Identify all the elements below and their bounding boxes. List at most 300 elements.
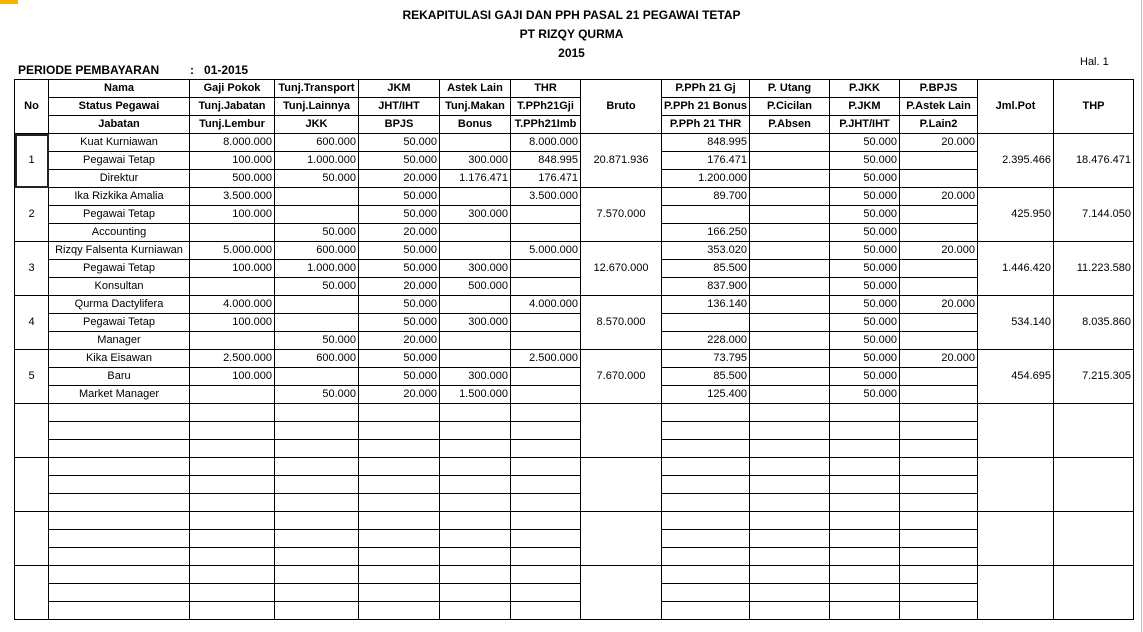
deduction-cell[interactable]: 353.020 bbox=[662, 242, 750, 260]
value-cell[interactable] bbox=[190, 332, 275, 350]
header-cell[interactable]: P. Utang bbox=[750, 80, 830, 98]
deduction-cell[interactable] bbox=[750, 206, 830, 224]
value-cell[interactable] bbox=[440, 134, 511, 152]
deduction-cell[interactable]: 85.500 bbox=[662, 368, 750, 386]
empty-cell[interactable] bbox=[900, 458, 978, 476]
empty-cell[interactable] bbox=[275, 566, 359, 584]
empty-cell[interactable] bbox=[49, 440, 190, 458]
deduction-cell[interactable]: 20.000 bbox=[900, 242, 978, 260]
deduction-cell[interactable]: 20.000 bbox=[900, 188, 978, 206]
header-cell[interactable]: P.Lain2 bbox=[900, 116, 978, 134]
bruto-cell[interactable]: 8.570.000 bbox=[581, 296, 662, 350]
deduction-cell[interactable] bbox=[750, 296, 830, 314]
header-cell[interactable]: Tunj.Makan bbox=[440, 98, 511, 116]
empty-cell[interactable] bbox=[49, 404, 190, 422]
deduction-cell[interactable]: 73.795 bbox=[662, 350, 750, 368]
empty-cell[interactable] bbox=[275, 602, 359, 620]
empty-cell[interactable] bbox=[581, 566, 662, 620]
empty-cell[interactable] bbox=[15, 566, 49, 620]
empty-cell[interactable] bbox=[511, 458, 581, 476]
value-cell[interactable]: 50.000 bbox=[275, 386, 359, 404]
empty-cell[interactable] bbox=[440, 548, 511, 566]
value-cell[interactable]: 50.000 bbox=[275, 332, 359, 350]
jml-pot-cell[interactable]: 534.140 bbox=[978, 296, 1054, 350]
employee-info-cell[interactable]: Manager bbox=[49, 332, 190, 350]
empty-cell[interactable] bbox=[662, 566, 750, 584]
empty-cell[interactable] bbox=[750, 548, 830, 566]
empty-cell[interactable] bbox=[900, 512, 978, 530]
empty-cell[interactable] bbox=[830, 512, 900, 530]
empty-cell[interactable] bbox=[359, 602, 440, 620]
value-cell[interactable]: 20.000 bbox=[359, 170, 440, 188]
empty-cell[interactable] bbox=[49, 494, 190, 512]
header-cell[interactable]: THR bbox=[511, 80, 581, 98]
empty-cell[interactable] bbox=[1054, 566, 1134, 620]
empty-cell[interactable] bbox=[978, 566, 1054, 620]
employee-info-cell[interactable]: Ika Rizkika Amalia bbox=[49, 188, 190, 206]
deduction-cell[interactable] bbox=[900, 278, 978, 296]
empty-cell[interactable] bbox=[190, 512, 275, 530]
value-cell[interactable] bbox=[190, 278, 275, 296]
empty-cell[interactable] bbox=[359, 458, 440, 476]
header-cell[interactable]: P.JKM bbox=[830, 98, 900, 116]
deduction-cell[interactable] bbox=[750, 332, 830, 350]
empty-cell[interactable] bbox=[275, 512, 359, 530]
empty-cell[interactable] bbox=[750, 422, 830, 440]
deduction-cell[interactable]: 89.700 bbox=[662, 188, 750, 206]
deduction-cell[interactable]: 20.000 bbox=[900, 296, 978, 314]
value-cell[interactable] bbox=[511, 278, 581, 296]
value-cell[interactable]: 50.000 bbox=[359, 152, 440, 170]
deduction-cell[interactable]: 20.000 bbox=[900, 350, 978, 368]
value-cell[interactable]: 20.000 bbox=[359, 332, 440, 350]
value-cell[interactable]: 1.000.000 bbox=[275, 260, 359, 278]
header-cell[interactable]: P.PPh 21 Bonus bbox=[662, 98, 750, 116]
value-cell[interactable]: 176.471 bbox=[511, 170, 581, 188]
empty-cell[interactable] bbox=[440, 422, 511, 440]
deduction-cell[interactable] bbox=[900, 386, 978, 404]
deduction-cell[interactable]: 848.995 bbox=[662, 134, 750, 152]
empty-cell[interactable] bbox=[830, 584, 900, 602]
value-cell[interactable]: 50.000 bbox=[359, 368, 440, 386]
deduction-cell[interactable] bbox=[900, 368, 978, 386]
header-cell[interactable]: P.PPh 21 Gj bbox=[662, 80, 750, 98]
value-cell[interactable]: 100.000 bbox=[190, 260, 275, 278]
employee-no[interactable]: 5 bbox=[15, 350, 49, 404]
empty-cell[interactable] bbox=[440, 494, 511, 512]
empty-cell[interactable] bbox=[750, 530, 830, 548]
header-cell[interactable]: P.Absen bbox=[750, 116, 830, 134]
empty-cell[interactable] bbox=[440, 566, 511, 584]
deduction-cell[interactable]: 50.000 bbox=[830, 206, 900, 224]
value-cell[interactable] bbox=[440, 296, 511, 314]
empty-cell[interactable] bbox=[275, 404, 359, 422]
employee-info-cell[interactable]: Pegawai Tetap bbox=[49, 314, 190, 332]
value-cell[interactable]: 50.000 bbox=[359, 260, 440, 278]
empty-cell[interactable] bbox=[15, 512, 49, 566]
value-cell[interactable]: 3.500.000 bbox=[511, 188, 581, 206]
deduction-cell[interactable]: 1.200.000 bbox=[662, 170, 750, 188]
deduction-cell[interactable] bbox=[750, 224, 830, 242]
empty-cell[interactable] bbox=[359, 530, 440, 548]
deduction-cell[interactable]: 85.500 bbox=[662, 260, 750, 278]
value-cell[interactable] bbox=[190, 224, 275, 242]
empty-cell[interactable] bbox=[190, 476, 275, 494]
empty-cell[interactable] bbox=[978, 512, 1054, 566]
empty-cell[interactable] bbox=[511, 440, 581, 458]
deduction-cell[interactable]: 50.000 bbox=[830, 332, 900, 350]
empty-cell[interactable] bbox=[750, 458, 830, 476]
bruto-cell[interactable]: 7.670.000 bbox=[581, 350, 662, 404]
empty-cell[interactable] bbox=[49, 548, 190, 566]
deduction-cell[interactable]: 50.000 bbox=[830, 188, 900, 206]
value-cell[interactable]: 1.000.000 bbox=[275, 152, 359, 170]
empty-cell[interactable] bbox=[440, 602, 511, 620]
deduction-cell[interactable] bbox=[750, 260, 830, 278]
value-cell[interactable] bbox=[275, 188, 359, 206]
header-cell[interactable]: Astek Lain bbox=[440, 80, 511, 98]
header-cell[interactable]: Bonus bbox=[440, 116, 511, 134]
empty-cell[interactable] bbox=[830, 566, 900, 584]
deduction-cell[interactable]: 837.900 bbox=[662, 278, 750, 296]
value-cell[interactable] bbox=[275, 368, 359, 386]
thp-cell[interactable]: 7.144.050 bbox=[1054, 188, 1134, 242]
value-cell[interactable]: 1.500.000 bbox=[440, 386, 511, 404]
empty-cell[interactable] bbox=[830, 440, 900, 458]
empty-cell[interactable] bbox=[49, 602, 190, 620]
deduction-cell[interactable]: 50.000 bbox=[830, 152, 900, 170]
deduction-cell[interactable]: 50.000 bbox=[830, 242, 900, 260]
deduction-cell[interactable] bbox=[900, 260, 978, 278]
empty-cell[interactable] bbox=[190, 602, 275, 620]
empty-cell[interactable] bbox=[662, 512, 750, 530]
deduction-cell[interactable] bbox=[900, 206, 978, 224]
empty-cell[interactable] bbox=[359, 440, 440, 458]
bruto-cell[interactable]: 7.570.000 bbox=[581, 188, 662, 242]
empty-cell[interactable] bbox=[750, 440, 830, 458]
empty-cell[interactable] bbox=[49, 512, 190, 530]
deduction-cell[interactable] bbox=[750, 242, 830, 260]
empty-cell[interactable] bbox=[662, 530, 750, 548]
empty-cell[interactable] bbox=[190, 440, 275, 458]
empty-cell[interactable] bbox=[900, 494, 978, 512]
empty-cell[interactable] bbox=[978, 404, 1054, 458]
deduction-cell[interactable] bbox=[750, 350, 830, 368]
value-cell[interactable]: 50.000 bbox=[359, 350, 440, 368]
value-cell[interactable]: 20.000 bbox=[359, 386, 440, 404]
employee-info-cell[interactable]: Rizqy Falsenta Kurniawan bbox=[49, 242, 190, 260]
deduction-cell[interactable]: 50.000 bbox=[830, 278, 900, 296]
value-cell[interactable]: 100.000 bbox=[190, 206, 275, 224]
jml-pot-cell[interactable]: 1.446.420 bbox=[978, 242, 1054, 296]
value-cell[interactable] bbox=[440, 188, 511, 206]
empty-cell[interactable] bbox=[830, 530, 900, 548]
empty-cell[interactable] bbox=[900, 440, 978, 458]
empty-cell[interactable] bbox=[1054, 458, 1134, 512]
value-cell[interactable]: 50.000 bbox=[359, 296, 440, 314]
header-cell[interactable]: Tunj.Lainnya bbox=[275, 98, 359, 116]
empty-cell[interactable] bbox=[511, 476, 581, 494]
value-cell[interactable]: 600.000 bbox=[275, 134, 359, 152]
employee-info-cell[interactable]: Accounting bbox=[49, 224, 190, 242]
header-cell[interactable]: BPJS bbox=[359, 116, 440, 134]
deduction-cell[interactable]: 166.250 bbox=[662, 224, 750, 242]
empty-cell[interactable] bbox=[190, 584, 275, 602]
value-cell[interactable] bbox=[275, 296, 359, 314]
empty-cell[interactable] bbox=[190, 422, 275, 440]
empty-cell[interactable] bbox=[511, 404, 581, 422]
header-cell[interactable]: Gaji Pokok bbox=[190, 80, 275, 98]
header-cell[interactable]: Tunj.Lembur bbox=[190, 116, 275, 134]
deduction-cell[interactable] bbox=[900, 314, 978, 332]
empty-cell[interactable] bbox=[440, 584, 511, 602]
empty-cell[interactable] bbox=[662, 494, 750, 512]
header-cell[interactable]: JHT/IHT bbox=[359, 98, 440, 116]
jml-pot-cell[interactable]: 454.695 bbox=[978, 350, 1054, 404]
value-cell[interactable] bbox=[511, 260, 581, 278]
empty-cell[interactable] bbox=[359, 548, 440, 566]
deduction-cell[interactable] bbox=[750, 368, 830, 386]
empty-cell[interactable] bbox=[511, 494, 581, 512]
empty-cell[interactable] bbox=[662, 440, 750, 458]
value-cell[interactable]: 4.000.000 bbox=[511, 296, 581, 314]
deduction-cell[interactable]: 50.000 bbox=[830, 386, 900, 404]
header-cell[interactable]: P.PPh 21 THR bbox=[662, 116, 750, 134]
deduction-cell[interactable]: 228.000 bbox=[662, 332, 750, 350]
empty-cell[interactable] bbox=[511, 584, 581, 602]
deduction-cell[interactable]: 176.471 bbox=[662, 152, 750, 170]
value-cell[interactable]: 50.000 bbox=[359, 134, 440, 152]
deduction-cell[interactable] bbox=[750, 152, 830, 170]
value-cell[interactable]: 8.000.000 bbox=[511, 134, 581, 152]
empty-cell[interactable] bbox=[750, 584, 830, 602]
empty-cell[interactable] bbox=[275, 440, 359, 458]
empty-cell[interactable] bbox=[581, 458, 662, 512]
deduction-cell[interactable]: 50.000 bbox=[830, 170, 900, 188]
header-cell[interactable]: P.JKK bbox=[830, 80, 900, 98]
deduction-cell[interactable] bbox=[900, 224, 978, 242]
deduction-cell[interactable] bbox=[750, 386, 830, 404]
value-cell[interactable] bbox=[440, 350, 511, 368]
empty-cell[interactable] bbox=[662, 584, 750, 602]
value-cell[interactable] bbox=[440, 242, 511, 260]
employee-no[interactable]: 2 bbox=[15, 188, 49, 242]
employee-info-cell[interactable]: Pegawai Tetap bbox=[49, 206, 190, 224]
empty-cell[interactable] bbox=[511, 548, 581, 566]
value-cell[interactable]: 50.000 bbox=[359, 188, 440, 206]
value-cell[interactable] bbox=[511, 224, 581, 242]
empty-cell[interactable] bbox=[1054, 512, 1134, 566]
empty-cell[interactable] bbox=[750, 566, 830, 584]
header-cell[interactable]: Tunj.Jabatan bbox=[190, 98, 275, 116]
value-cell[interactable]: 2.500.000 bbox=[190, 350, 275, 368]
employee-info-cell[interactable]: Qurma Dactylifera bbox=[49, 296, 190, 314]
employee-no[interactable]: 4 bbox=[15, 296, 49, 350]
empty-cell[interactable] bbox=[830, 602, 900, 620]
employee-info-cell[interactable]: Konsultan bbox=[49, 278, 190, 296]
value-cell[interactable] bbox=[440, 332, 511, 350]
header-cell[interactable]: T.PPh21Imb bbox=[511, 116, 581, 134]
value-cell[interactable] bbox=[511, 386, 581, 404]
header-cell[interactable]: Nama bbox=[49, 80, 190, 98]
value-cell[interactable]: 100.000 bbox=[190, 368, 275, 386]
value-cell[interactable] bbox=[275, 314, 359, 332]
empty-cell[interactable] bbox=[190, 548, 275, 566]
employee-info-cell[interactable]: Direktur bbox=[49, 170, 190, 188]
empty-cell[interactable] bbox=[49, 584, 190, 602]
employee-no[interactable]: 1 bbox=[15, 134, 49, 188]
empty-cell[interactable] bbox=[662, 548, 750, 566]
value-cell[interactable]: 300.000 bbox=[440, 152, 511, 170]
value-cell[interactable]: 300.000 bbox=[440, 314, 511, 332]
thp-cell[interactable]: 11.223.580 bbox=[1054, 242, 1134, 296]
deduction-cell[interactable]: 50.000 bbox=[830, 350, 900, 368]
empty-cell[interactable] bbox=[49, 566, 190, 584]
deduction-cell[interactable]: 50.000 bbox=[830, 296, 900, 314]
deduction-cell[interactable] bbox=[750, 134, 830, 152]
value-cell[interactable]: 600.000 bbox=[275, 242, 359, 260]
empty-cell[interactable] bbox=[900, 422, 978, 440]
empty-cell[interactable] bbox=[190, 404, 275, 422]
empty-cell[interactable] bbox=[662, 602, 750, 620]
empty-cell[interactable] bbox=[830, 404, 900, 422]
empty-cell[interactable] bbox=[830, 422, 900, 440]
jml-pot-cell[interactable]: 2.395.466 bbox=[978, 134, 1054, 188]
empty-cell[interactable] bbox=[900, 404, 978, 422]
deduction-cell[interactable]: 136.140 bbox=[662, 296, 750, 314]
deduction-cell[interactable] bbox=[662, 314, 750, 332]
empty-cell[interactable] bbox=[978, 458, 1054, 512]
empty-cell[interactable] bbox=[750, 494, 830, 512]
value-cell[interactable]: 100.000 bbox=[190, 152, 275, 170]
value-cell[interactable]: 600.000 bbox=[275, 350, 359, 368]
deduction-cell[interactable]: 50.000 bbox=[830, 224, 900, 242]
empty-cell[interactable] bbox=[440, 512, 511, 530]
value-cell[interactable]: 50.000 bbox=[359, 206, 440, 224]
empty-cell[interactable] bbox=[275, 458, 359, 476]
deduction-cell[interactable] bbox=[662, 206, 750, 224]
empty-cell[interactable] bbox=[359, 404, 440, 422]
empty-cell[interactable] bbox=[359, 584, 440, 602]
value-cell[interactable]: 300.000 bbox=[440, 206, 511, 224]
empty-cell[interactable] bbox=[830, 458, 900, 476]
value-cell[interactable]: 50.000 bbox=[359, 314, 440, 332]
empty-cell[interactable] bbox=[750, 602, 830, 620]
value-cell[interactable] bbox=[511, 206, 581, 224]
header-cell[interactable]: JKK bbox=[275, 116, 359, 134]
empty-cell[interactable] bbox=[511, 602, 581, 620]
deduction-cell[interactable] bbox=[900, 170, 978, 188]
thp-cell[interactable]: 7.215.305 bbox=[1054, 350, 1134, 404]
deduction-cell[interactable] bbox=[750, 188, 830, 206]
header-cell[interactable]: JKM bbox=[359, 80, 440, 98]
value-cell[interactable] bbox=[511, 332, 581, 350]
deduction-cell[interactable]: 50.000 bbox=[830, 134, 900, 152]
value-cell[interactable]: 5.000.000 bbox=[511, 242, 581, 260]
header-cell[interactable]: Tunj.Transport bbox=[275, 80, 359, 98]
deduction-cell[interactable] bbox=[750, 314, 830, 332]
value-cell[interactable] bbox=[275, 206, 359, 224]
empty-cell[interactable] bbox=[275, 422, 359, 440]
value-cell[interactable]: 50.000 bbox=[275, 170, 359, 188]
header-cell[interactable]: P.Cicilan bbox=[750, 98, 830, 116]
deduction-cell[interactable] bbox=[900, 152, 978, 170]
employee-no[interactable]: 3 bbox=[15, 242, 49, 296]
header-cell[interactable]: Jabatan bbox=[49, 116, 190, 134]
employee-info-cell[interactable]: Baru bbox=[49, 368, 190, 386]
empty-cell[interactable] bbox=[440, 530, 511, 548]
empty-cell[interactable] bbox=[511, 566, 581, 584]
employee-info-cell[interactable]: Market Manager bbox=[49, 386, 190, 404]
empty-cell[interactable] bbox=[440, 476, 511, 494]
value-cell[interactable]: 500.000 bbox=[190, 170, 275, 188]
deduction-cell[interactable] bbox=[750, 170, 830, 188]
deduction-cell[interactable] bbox=[750, 278, 830, 296]
empty-cell[interactable] bbox=[190, 494, 275, 512]
value-cell[interactable]: 100.000 bbox=[190, 314, 275, 332]
empty-cell[interactable] bbox=[900, 584, 978, 602]
empty-cell[interactable] bbox=[750, 404, 830, 422]
empty-cell[interactable] bbox=[190, 530, 275, 548]
empty-cell[interactable] bbox=[1054, 404, 1134, 458]
header-cell[interactable]: T.PPh21Gji bbox=[511, 98, 581, 116]
empty-cell[interactable] bbox=[190, 458, 275, 476]
empty-cell[interactable] bbox=[511, 422, 581, 440]
empty-cell[interactable] bbox=[49, 476, 190, 494]
value-cell[interactable]: 4.000.000 bbox=[190, 296, 275, 314]
deduction-cell[interactable]: 50.000 bbox=[830, 260, 900, 278]
header-cell[interactable]: P.Astek Lain bbox=[900, 98, 978, 116]
empty-cell[interactable] bbox=[511, 530, 581, 548]
value-cell[interactable]: 20.000 bbox=[359, 278, 440, 296]
header-cell[interactable]: Status Pegawai bbox=[49, 98, 190, 116]
header-cell[interactable]: P.JHT/IHT bbox=[830, 116, 900, 134]
employee-info-cell[interactable]: Pegawai Tetap bbox=[49, 260, 190, 278]
deduction-cell[interactable]: 50.000 bbox=[830, 314, 900, 332]
empty-cell[interactable] bbox=[359, 422, 440, 440]
value-cell[interactable]: 500.000 bbox=[440, 278, 511, 296]
empty-cell[interactable] bbox=[15, 404, 49, 458]
value-cell[interactable]: 2.500.000 bbox=[511, 350, 581, 368]
value-cell[interactable]: 1.176.471 bbox=[440, 170, 511, 188]
bruto-cell[interactable]: 12.670.000 bbox=[581, 242, 662, 296]
employee-info-cell[interactable]: Kuat Kurniawan bbox=[49, 134, 190, 152]
empty-cell[interactable] bbox=[900, 566, 978, 584]
empty-cell[interactable] bbox=[900, 548, 978, 566]
empty-cell[interactable] bbox=[750, 476, 830, 494]
empty-cell[interactable] bbox=[49, 422, 190, 440]
empty-cell[interactable] bbox=[662, 476, 750, 494]
employee-info-cell[interactable]: Pegawai Tetap bbox=[49, 152, 190, 170]
empty-cell[interactable] bbox=[359, 494, 440, 512]
value-cell[interactable]: 848.995 bbox=[511, 152, 581, 170]
value-cell[interactable]: 300.000 bbox=[440, 260, 511, 278]
deduction-cell[interactable] bbox=[900, 332, 978, 350]
empty-cell[interactable] bbox=[359, 566, 440, 584]
empty-cell[interactable] bbox=[440, 440, 511, 458]
value-cell[interactable]: 50.000 bbox=[359, 242, 440, 260]
empty-cell[interactable] bbox=[662, 404, 750, 422]
empty-cell[interactable] bbox=[750, 512, 830, 530]
bruto-cell[interactable]: 20.871.936 bbox=[581, 134, 662, 188]
empty-cell[interactable] bbox=[275, 548, 359, 566]
value-cell[interactable] bbox=[511, 368, 581, 386]
select-all-corner[interactable] bbox=[0, 0, 18, 4]
employee-info-cell[interactable]: Kika Eisawan bbox=[49, 350, 190, 368]
deduction-cell[interactable]: 50.000 bbox=[830, 368, 900, 386]
empty-cell[interactable] bbox=[662, 422, 750, 440]
empty-cell[interactable] bbox=[49, 530, 190, 548]
